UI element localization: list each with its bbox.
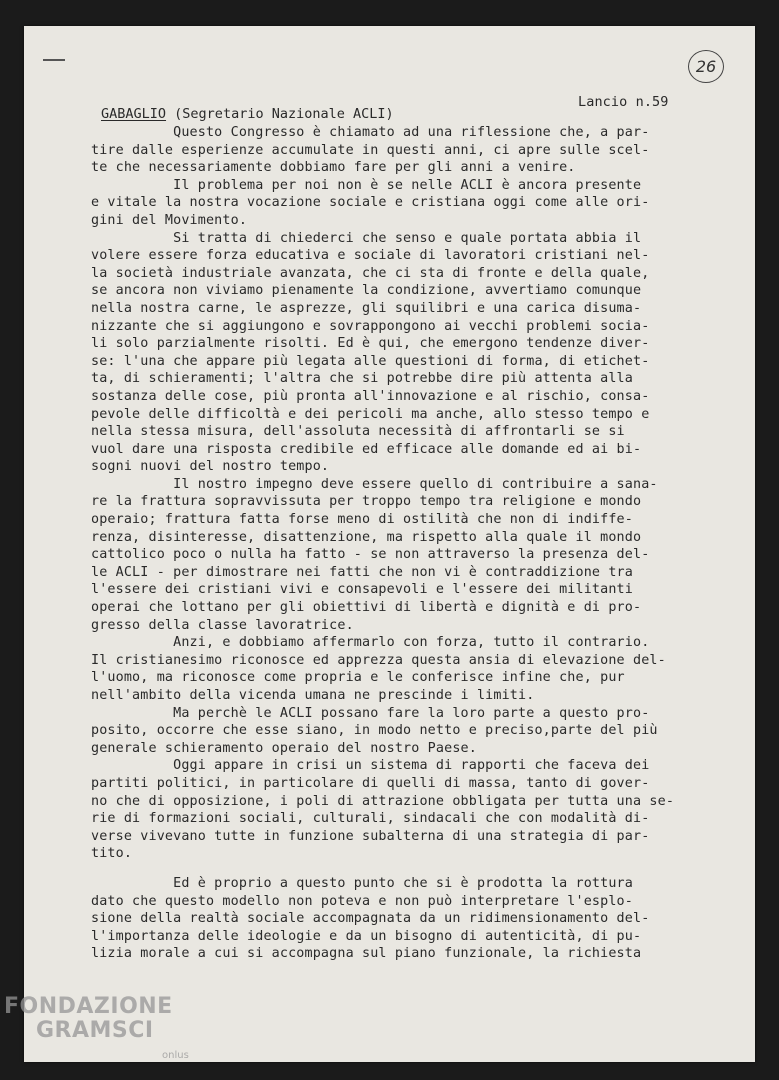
text-line: la società industriale avanzata, che ci sta di fronte e della quale, — [91, 265, 650, 281]
text-line: l'uomo, ma riconosce come propria e le conferisce infine che, pur — [91, 670, 625, 686]
text-line: sione della realtà sociale accompagnata da un ridimensionamento del- — [91, 911, 650, 927]
text-line: vuol dare una risposta credibile ed efficace alle domande ed ai bi- — [91, 441, 642, 457]
text-line: gini del Movimento. — [91, 212, 248, 228]
text-line: no che di opposizione, i poli di attrazione obbligata per tutta una se- — [91, 793, 675, 809]
speaker-role: (Segretario Nazionale ACLI) — [174, 106, 394, 122]
fondazione-gramsci-watermark — [4, 994, 194, 1076]
text-line: pevole delle difficoltà e dei pericoli ma anche, allo stesso tempo e — [91, 406, 650, 422]
speaker-name: GABAGLIO — [101, 106, 167, 122]
text-line: generale schieramento operaio del nostro Paese. — [91, 740, 477, 756]
text-line: Questo Congresso è chiamato ad una riflessione che, a par- — [91, 125, 650, 140]
document-body — [91, 124, 731, 963]
watermark-line1: FONDAZIONE — [4, 994, 173, 1019]
text-line: gresso della classe lavoratrice. — [91, 617, 354, 633]
text-line: operai che lottano per gli obiettivi di libertà e dignità e di pro- — [91, 600, 642, 616]
text-line: se: l'una che appare più legata alle questioni di forma, di etichet- — [91, 353, 650, 369]
watermark-line2: GRAMSCI — [36, 1018, 154, 1043]
speaker-heading — [101, 106, 394, 122]
text-line: Il nostro impegno deve essere quello di contribuire a sana- — [91, 476, 658, 492]
text-line: le ACLI - per dimostrare nei fatti che non vi è contraddizione tra — [91, 564, 633, 580]
text-line: lizia morale a cui si accompagna sul piano funzionale, la richiesta — [91, 946, 642, 962]
text-line: tire dalle esperienze accumulate in questi anni, ci apre sulle scel- — [91, 142, 650, 158]
text-line: dato che questo modello non poteva e non può interpretare l'esplo- — [91, 893, 633, 909]
text-line: Ma perchè le ACLI possano fare la loro parte a questo pro- — [91, 705, 650, 721]
pencil-mark — [43, 59, 65, 61]
text-line: Oggi appare in crisi un sistema di rapporti che faceva dei — [91, 758, 650, 774]
text-line: volere essere forza educativa e sociale di lavoratori cristiani nel- — [91, 248, 650, 264]
text-line: rie di formazioni sociali, culturali, sindacali che con modalità di- — [91, 811, 650, 827]
text-line: li solo parzialmente risolti. Ed è qui, che emergono tendenze diver- — [91, 336, 650, 352]
text-line: Il problema per noi non è se nelle ACLI è ancora presente — [91, 177, 642, 193]
text-line: l'importanza delle ideologie e da un bisogno di autenticità, di pu- — [91, 928, 642, 944]
document-page — [24, 26, 755, 1062]
text-line: nella nostra carne, le asprezze, gli squilibri e una carica disuma- — [91, 300, 642, 316]
text-line: Il cristianesimo riconosce ed apprezza questa ansia di elevazione del- — [91, 652, 666, 668]
text-line: se ancora non viviamo pienamente la condizione, avvertiamo comunque — [91, 283, 642, 299]
text-line: te che necessariamente dobbiamo fare per gli anni a venire. — [91, 160, 576, 176]
watermark-onlus: onlus — [162, 1050, 189, 1061]
text-line: nell'ambito della vicenda umana ne prescinde i limiti. — [91, 688, 535, 703]
text-line: sostanza delle cose, più pronta all'innovazione e al rischio, consa- — [91, 388, 650, 404]
text-line: verse vivevano tutte in funzione subalterna di una strategia di par- — [91, 828, 650, 844]
paragraph-gap — [91, 863, 731, 875]
text-line: tito. — [91, 846, 133, 862]
text-line: e vitale la nostra vocazione sociale e cristiana oggi come alle ori- — [91, 195, 650, 211]
page-number-circle — [688, 50, 724, 83]
text-line: re la frattura sopravvissuta per troppo tempo tra religione e mondo — [91, 494, 642, 510]
text-line: sogni nuovi del nostro tempo. — [91, 459, 330, 475]
text-line: cattolico poco o nulla ha fatto - se non attraverso la presenza del- — [91, 547, 650, 563]
text-line: Anzi, e dobbiamo affermarlo con forza, tutto il contrario. — [91, 635, 650, 651]
text-line: operaio; frattura fatta forse meno di ostilità che non di indiffe- — [91, 512, 633, 528]
text-line: Si tratta di chiederci che senso e quale portata abbia il — [91, 230, 642, 246]
text-line: partiti politici, in particolare di quelli di massa, tanto di gover- — [91, 775, 650, 791]
page-number: 26 — [695, 57, 717, 76]
text-line: nella stessa misura, dell'assoluta necessità di affrontarli se si — [91, 424, 625, 440]
text-line: posito, occorre che esse siano, in modo netto e preciso,parte del più — [91, 723, 658, 739]
text-line: Ed è proprio a questo punto che si è prodotta la rottura — [91, 875, 633, 891]
text-line: l'essere dei cristiani vivi e consapevoli e l'essere dei militanti — [91, 582, 633, 598]
lancio-label: Lancio n.59 — [578, 94, 669, 110]
text-line: ta, di schieramenti; l'altra che si potrebbe dire più attenta alla — [91, 371, 633, 387]
text-line: nizzante che si aggiungono e sovrappongono ai vecchi problemi socia- — [91, 318, 650, 334]
text-line: renza, disinteresse, disattenzione, ma rispetto alla quale il mondo — [91, 529, 642, 545]
